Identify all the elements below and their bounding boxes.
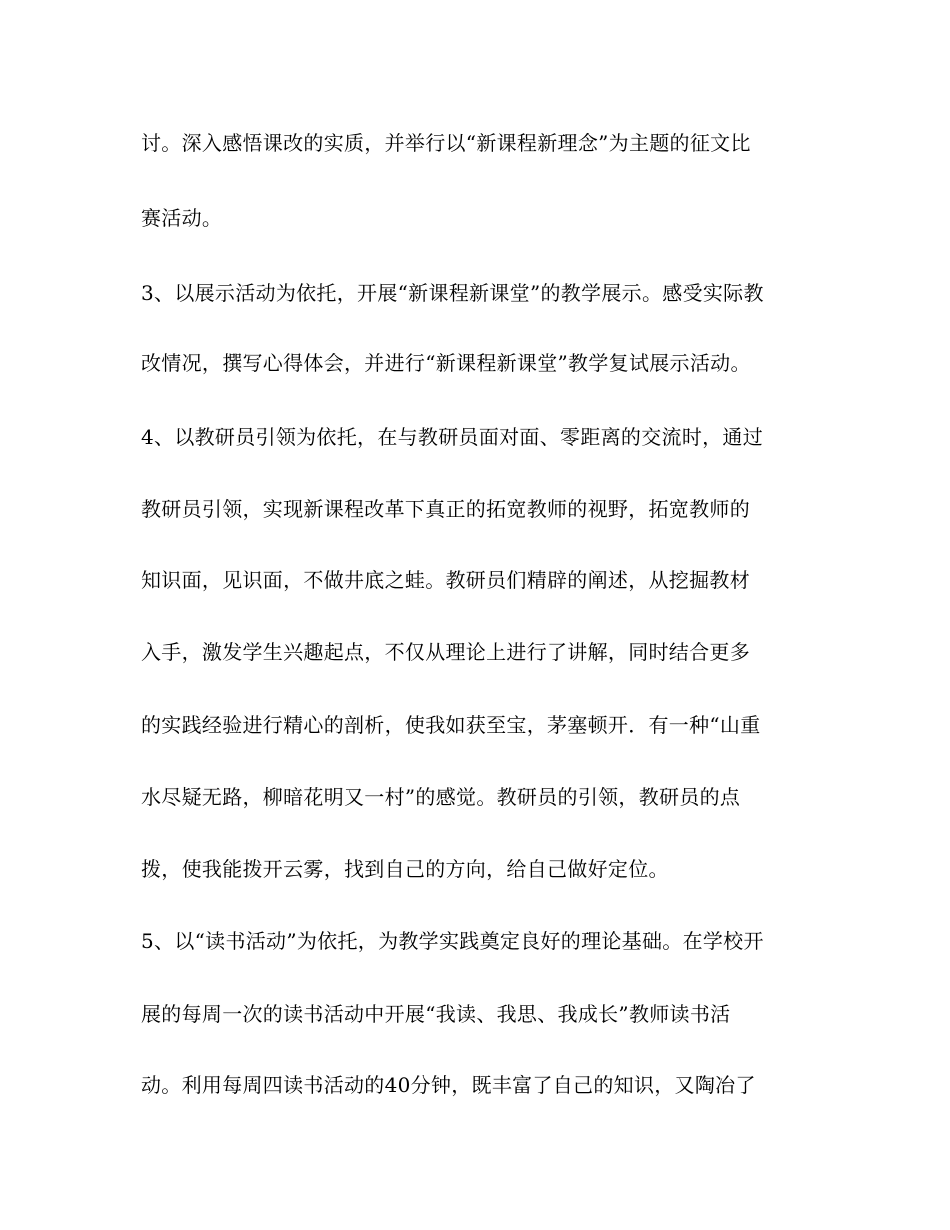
text-line: 入手，激发学生兴趣起点，不仅从理论上进行了讲解，同时结合更多 bbox=[141, 640, 750, 664]
text-line: 讨。深入感悟课改的实质，并举行以“新课程新理念”为主题的征文比 bbox=[141, 131, 751, 155]
text-line: 的实践经验进行精心的剖析，使我如获至宝，茅塞顿开．有一种“山重 bbox=[141, 713, 761, 737]
text-line: 动。利用每周四读书活动的40分钟，既丰富了自己的知识，又陶冶了 bbox=[141, 1073, 756, 1097]
text-line: 拨，使我能拨开云雾，找到自己的方向，给自己做好定位。 bbox=[141, 857, 669, 881]
text-line: 教研员引领，实现新课程改革下真正的拓宽教师的视野，拓宽教师的 bbox=[141, 497, 750, 521]
text-line: 知识面，见识面，不做井底之蛙。教研员们精辟的阐述，从挖掘教材 bbox=[141, 568, 750, 592]
text-line: 展的每周一次的读书活动中开展“我读、我思、我成长”教师读书活 bbox=[141, 1002, 731, 1026]
text-line: 改情况，撰写心得体会，并进行“新课程新课堂”教学复试展示活动。 bbox=[141, 351, 751, 375]
text-line: 水尽疑无路，柳暗花明又一村”的感觉。教研员的引领，教研员的点 bbox=[141, 785, 741, 809]
text-line: 赛活动。 bbox=[141, 206, 223, 230]
text-line: 3、以展示活动为依托，开展“新课程新课堂”的教学展示。感受实际教 bbox=[141, 281, 764, 305]
text-line: 5、以“读书活动”为依托，为教学实践奠定良好的理论基础。在学校开 bbox=[141, 929, 764, 953]
text-line: 4、以教研员引领为依托，在与教研员面对面、零距离的交流时，通过 bbox=[141, 425, 764, 449]
